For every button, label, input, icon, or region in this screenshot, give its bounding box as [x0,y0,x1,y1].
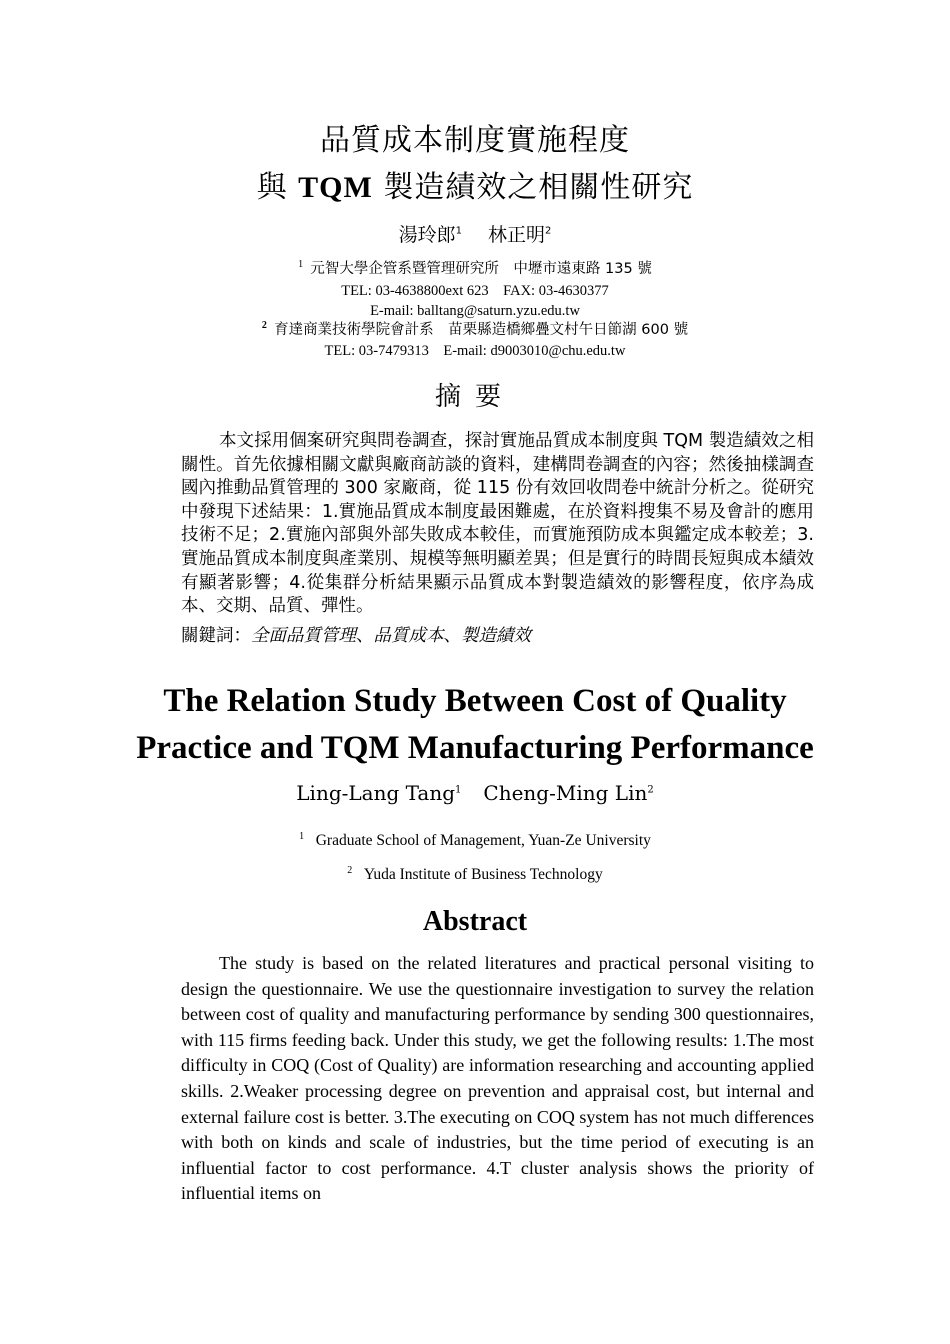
zh-aff1-email [0,301,950,321]
en-aff1-sup: 1 [299,830,305,842]
zh-author-2-sup: 2 [545,225,552,237]
zh-authors [0,220,950,247]
en-abstract-heading-text: Abstract [422,906,528,937]
zh-title-line1 [0,121,950,161]
zh-title-text-1: 品質成本制度實施程度 [320,123,630,158]
zh-abstract-heading [0,376,950,413]
zh-affiliation-1 [0,259,950,279]
zh-aff2-contact [0,341,950,361]
zh-abstract-heading-text: 摘要 [434,382,515,412]
en-author-1: Ling-Lang Tang [296,781,456,805]
en-authors [0,781,950,805]
en-title-line2 [0,725,950,772]
keyword-sep-1: 、 [356,626,374,646]
zh-aff1-line3: E-mail: balltang@saturn.yzu.edu.tw [370,303,580,319]
en-abstract-heading [0,906,950,938]
zh-title-tqm: TQM [298,171,373,204]
zh-aff1-sup: 1 [298,259,304,271]
zh-aff2-sup: 2 [261,320,267,332]
zh-affiliation-2 [0,320,950,340]
en-abstract-body [181,951,814,1207]
keyword-1: 全面品質管理 [251,626,356,646]
en-title-text-1: The Relation Study Between Cost of Quality [163,683,787,719]
zh-title-line2 [0,168,950,208]
zh-aff1-line1: 元智大學企管系暨管理研究所 中壢市遠東路 135 號 [310,261,652,277]
en-author-2: Cheng-Ming Lin [483,781,648,805]
zh-author-1-sup: 1 [455,225,462,237]
keyword-2: 品質成本 [373,626,444,646]
en-aff2-sup: 2 [347,864,353,876]
zh-aff1-line2: TEL: 03-4638800ext 623 FAX: 03-4630377 [341,283,609,299]
en-author-1-sup: 1 [455,784,462,796]
zh-author-1: 湯玲郎 [398,224,456,246]
en-aff1-text: Graduate School of Management, Yuan-Ze University [315,832,651,849]
zh-abstract-body [181,430,814,619]
zh-aff1-phone [0,281,950,301]
keyword-sep-2: 、 [443,626,461,646]
zh-aff2-line1: 育達商業技術學院會計系 苗栗縣造橋鄉疊文村午日節湖 600 號 [274,322,689,338]
zh-keywords [181,622,814,647]
zh-title-prefix: 與 [256,170,299,205]
en-affiliation-1 [0,832,950,850]
zh-author-2: 林正明 [488,224,546,246]
keyword-3: 製造績效 [461,626,531,646]
zh-aff2-line2: TEL: 03-7479313 E-mail: d9003010@chu.edu.tw [324,343,626,359]
en-author-2-sup: 2 [647,784,654,796]
en-affiliation-2 [0,866,950,884]
en-title-line1 [0,678,950,725]
en-title-text-2: Practice and TQM Manufacturing Performance [136,730,814,766]
en-aff2-text: Yuda Institute of Business Technology [363,866,603,883]
zh-abstract-text: 本文採用個案研究與問卷調查，探討實施品質成本制度與 TQM 製造績效之相關性。首先依據相關文獻與廠商訪談的資料，建構問卷調查的內容；然後抽樣調查國內推動品質管理的 300 家廠商，從 115 份有效回收問卷中統計分析之。從研究中發現下述結果：1.實施品質成本制度最困難處，在於資料搜集不易及會計的應用技術不足；2.實施內部與外部失敗成本較佳，而實施預防成本與鑑定成本較差；3.實施品質成本制度與產業別、規模等無明顯差異；但是實行的時間長短與成本績效有顯著影響；4.從集群分析結果顯示品質成本對製造績效的影響程度，依序為成本、交期、品質、彈性。 [181,431,814,617]
zh-title-suffix: 製造績效之相關性研究 [372,170,694,205]
keywords-label: 關鍵詞： [181,626,251,646]
en-abstract-text: The study is based on the related literatures and practical personal visiting to design the questionnaire. We use the questionnaire investigation to survey the relation between cost of quality and manufacturing performance by sending 300 questionnaires, with 115 firms feeding back. Under this study, we get the following results: 1.The most difficulty in COQ (Cost of Quality) are information researching and accounting applied skills. 2.Weaker processing degree on prevention and appraisal cost, but internal and external failure cost is better. 3.The executing on COQ system has not much differences with both on kinds and scale of industries, but the time period of executing is an influential factor to cost performance. 4.T cluster analysis shows the priority of influential items on [181,953,814,1204]
